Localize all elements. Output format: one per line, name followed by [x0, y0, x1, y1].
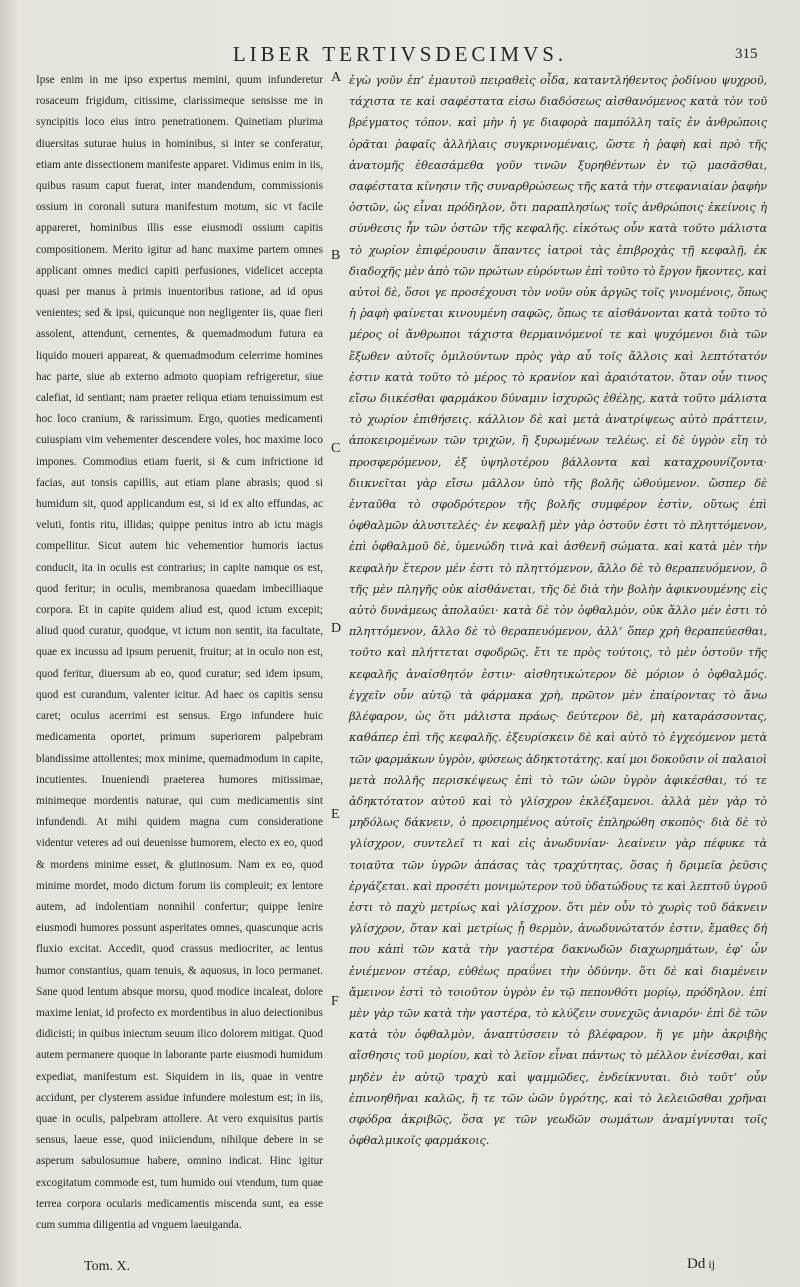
margin-letter-b: B — [331, 248, 341, 263]
greek-column — [349, 70, 767, 1151]
signature-number: ij — [708, 1257, 716, 1271]
greek-text: ἐγὼ γοῦν ἐπ’ ἐμαυτοῦ πειραθεὶς οἶδα, καταντλήθεντος ῥοδίνου ψυχροῦ, τάχιστα τε καὶ σαφέστατα εἰσω διαδόσεως αἰσθανόμενος κατὰ τὸν τοῦ βρέγματος τόπον. καὶ μὴν ἡ γε διαφορὰ παμπόλλη ταῖς ἐν ἀνθρώποις ὁρᾶται ῥαφαῖς ἀλλήλαις συγκρινομέναις, ὥστε ἡ ῥαφὴ καὶ πρὸ τῆς ἀνατομῆς ἐθεασάμεθα γοῦν τινῶν ξυρηθέντων ἐν τῷ μασᾶσθαι, σαφέστατα κίνησιν τῆς συναρθρώσεως τῆς κατὰ τὴν στεφανιαίαν ῥαφὴν ὀστῶν, ὡς εἶναι πρόδηλον, ὅτι παραπλησίως τοῖς ἀνθρώποις ἐκείνοις ἡ σύνθεσις ἦν τῶν ὀστῶν τῆς κεφαλῆς. εἰκότως οὖν κατὰ τοῦτο μάλιστα τὸ χωρίον ἐπιφέρουσιν ἅπαντες ἰατροὶ τὰς ἐπιβροχὰς τῇ κεφαλῇ, ἐκ διαδοχῆς μὲν ἀπὸ τῶν πρώτων εὑρόντων ἐπὶ τοῦτο τὸ ἔργον ἥκοντες, καὶ αὐτοὶ δὲ, ὅσοι γε προσέχουσι τὸν νοῦν οὐκ ἀργῶς τοῖς γινομένοις, ὅπως ἡ ῥαφὴ φαίνεται κινουμένη σαφῶς, ὅπως τε αἰσθάνονται κατὰ τοῦτο τὸ μέρος οἱ ἄνθρωποι τάχιστα θερμαινόμενοί τε καὶ ψυχόμενοι διὰ τῶν ἔξωθεν αὐτοῖς ὁμιλούντων πρὸς γὰρ αὖ τοῖς ἄλλοις καὶ λεπτότατόν ἐστιν κατὰ τοῦτο τὸ μέρος τὸ κρανίον καὶ ἀραιότατον. ὅταν οὖν τινος εἴσω διικέσθαι φαρμάκου δύναμιν ἰσχυρῶς ἐθέλῃς, κατὰ τοῦτο μάλιστα τὸ χωρίον ἐπιθήσεις. κάλλιον δὲ καὶ μετὰ ἀνατρίψεως αὐτὸ πράττειν, ἀποκειρομένων τῶν τριχῶν, ἢ ξυρωμένων τελέως. εἰ δὲ ὑγρὸν εἴη τὸ προσφερόμενον, ἐξ ὑψηλοτέρου βάλλοντα καὶ καταχρουνίζοντα· διικνεῖται γὰρ εἴσω μᾶλλον ὑπὸ τῆς βολῆς ὠθούμενον. ὥσπερ δὲ ἐνταῦθα τὸ σφοδρότερον τῆς βολῆς συμφέρον ἐστὶν, οὕτως ἐπὶ ὀφθαλμῶν ἀλυσιτελές· ἐν κεφαλῇ μὲν γὰρ ὀστοῦν ἐστι τὸ πληττόμενον, ἐπὶ ὀφθαλμοῦ δὲ, ὑμενώδη τινὰ καὶ ἀσθενῆ σώματα. καὶ κατὰ μὲν τὴν κεφαλὴν ἕτερον μέν ἐστι τὸ πληττόμενον, ἄλλο δὲ τὸ θεραπευόμενον, ὃ τῆς μὲν πληγῆς οὐκ αἰσθάνεται, τῆς δὲ διὰ τὴν βολὴν ἀφικνουμένης εἰς αὐτὸ δυνάμεως ἀπολαύει· κατὰ δὲ τὸν ὀφθαλμὸν, οὐκ ἄλλο μέν ἐστι τὸ πληττόμενον, ἄλλο δὲ τὸ θεραπευόμενον, ἀλλ’ ὅπερ χρὴ θεραπεύεσθαι, τοῦτο καὶ πλήττεται σφοδρῶς. ἔτι τε πρὸς τούτοις, τὸ μὲν ὀστοῦν τῆς κεφαλῆς ἀναίσθητόν ἐστιν· αἰσθητικώτερον δὲ μόριον ὁ ὀφθαλμός. ἐγχεῖν οὖν αὐτῷ τὰ φάρμακα χρὴ, πρῶτον μὲν ἐπαίροντας τὸ ἄνω βλέφαρον, ὡς ὅτι μάλιστα πράως· δεύτερον δὲ, μὴ καταράσσοντας, καθάπερ ἐπὶ τῆς κεφαλῆς. ἐξευρίσκειν δὲ καὶ αὐτὸ τὸ ἐγχεόμενον μετὰ τῶν φαρμάκων ὑγρὸν, φύσεως ἀδηκτοτάτης. καί μοι δοκοῦσιν οἱ παλαιοὶ μετὰ πολλῆς περισκέψεως ἐπὶ τὸ τῶν ὠῶν ὑγρὸν ἀφικέσθαι, τό τε ἀδηκτότατον αὐτοῦ καὶ τὸ γλίσχρον ἐκλέξαμενοι. ἀλλὰ μὲν γὰρ τὸ μηδόλως δάκνειν, ὁ προειρημένος αὐτοῖς ἐπληρώθη σκοπὸς· διὰ δὲ τὸ γλίσχρον, συντελεῖ τι καὶ εἰς ἀνωδυνίαν· λεαίνειν γὰρ πέφυκε τὰ τοιαῦτα τῶν ὑγρῶν ἁπάσας τὰς τραχύτητας, ὅσας ἡ δριμεῖα ῥεῦσις ἐργάζεται. καὶ προσέτι μονιμώτερον τοῦ ὑδατώδους τε καὶ λεπτοῦ ὑγροῦ ἐστι τὸ παχὺ μετρίως καὶ γλίσχρον. ὅτι μὲν οὖν τὸ χωρὶς τοῦ δάκνειν γλίσχρον, ὅταν καὶ μετρίως ᾖ θερμὸν, ἀνωδυνώτατόν ἐστιν, ἔμαθες δή που κἀπὶ τῶν κατὰ τὴν γαστέρα δακνωδῶν διαχωρημάτων, ἐφ’ ὧν ἐνιέμενον στέαρ, εὐθέως πραΰνει τὴν ὀδύνην. ὅτι δὲ καὶ διαμένειν ἄμεινον ἐστὶ τὸ τοιοῦτον ὑγρὸν ἐν τῷ πεπονθότι μορίῳ, πρόδηλον. ἐπί μὲν γὰρ τῶν κατὰ τὴν γαστέρα, τὸ κλύζειν συνεχῶς ἀνιαρόν· ἐπὶ δὲ τῶν κατὰ τὸν ὀφθαλμὸν, ἀναπτύσσειν τὸ βλέφαρον. ἥ γε μὴν ἀκριβὴς αἴσθησις τοῦ μορίου, καὶ τὸ λεῖον εἶναι πάντως τὸ μέλλον ἐνίεσθαι, καὶ μηδὲν ἐν αὑτῷ τραχὺ καὶ ψαμμῶδες, ἐνδείκνυται. διὸ τοῦτ’ οὖν ἐπινοηθῆναι καλῶς, ἥ τε τῶν ὠῶν ὑγρότης, καὶ τὸ λελειῶσθαι χρῆναι σφόδρα ἀκριβῶς, ὅσα γε τῶν γεωδῶν σωμάτων ἀναμίγνυται τοῖς ὀφθαλμικοῖς φαρμάκοις. — [349, 73, 767, 1148]
latin-text: Ipse enim in me ipso expertus memini, quum infunderetur rosaceum frigidum, citissime, clarissimeque sensisse me in syncipitis loco eius intro penetrationem. Quinetiam plurima diuersitas suturae huius in hominibus, si inter se conferatur, etiam ante dissectionem manifeste apparet. Vidimus enim in iis, quibus rasum caput fuerat, inter mandendum, commissionis ossium in coronali sutura manifestum motum, sic vt facile appareret, hominibus illis esse eiusmodi ossium capitis compositionem. Merito igitur ad hanc maxime partem omnes applicant omnes medici capiti perfusiones, videlicet accepta quasi per manus à primis inuentoribus ratione, ad id opus venientes; sed & ipsi, quicunque non negligenter iis, quae fieri assolent, attendunt, cernentes, & quemadmodum futura ea liquido moueri appareat, & quemadmodum celerrime homines hac parte, siue ab externo admoto quopiam refrigeretur, siue calefiat, id sentiant; nam praeter reliqua etiam tenuissimum est hoc loco cranium, & rarissimum. Ergo, quoties medicamenti cuiuspiam vim vehementer descendere voles, hoc maxime loco impones. Commodius etiam fuerit, si & cum infrictione id facias, aut tonsis capillis, aut etiam plane abrasis; quod si humidum sit, quod applicandum est, si id ex alto effundas, ac veluti, fontis ritu, illidas; quippe penitus intro ab ictu magis compellitur. Sicut autem hic vehementior humoris iactus conducit, ita in oculis est contrarius; in capite namque os est, quod feritur; in oculis, membranosa quaedam imbecilliaque corpora. Et in capite quidem aliud est, quod ictum excepit; aliud quod curatur, quodque, vt ictum non sentit, ita facultate, quae ex incussu ad ipsum peruenit, fruitur; at in oculo non est, quod feritur, diuersum ab eo, quod curatur; sed idem ipsum, quod est curandum, valenter icitur. Ad haec os capitis sensu caret; oculus acerrimi est sensus. Ergo infundere huic medicamenta oportet, primum superiorem palpebram blandissime attollentes; mox minime, quemadmodum in capite, incutientes. Inueniendi praeterea humores mitissimae, minimeque mordentis naturae, qui cum medicamentis sint infundendi. At mihi quidem magna cum consideratione videntur veteres ad oui deuenisse humorem, electo ex eo, quod & mordens minime esset, & glutinosum. Nam ex eo, quod minime mordet, modo dictum forum iis compleuit; ex lentore autem, ad indolentiam nonnihil confertur; quippe lenire eiusmodi humores possunt asperitates omnes, quascunque acris fluxio excitat. Accedit, quod crassus mediocriter, ac lentus humor constantius, quam tenuis, & aquosus, in loco permanet. Sane quod lentum absque morsu, quod modice incaleat, dolore maxime leniat, id profecto ex mordentibus in aluo deiectionibus didicisti; in quibus iniectum seuum ilico dolorem mitigat. Quod autem permanere quoque in laborante parte eiusmodi humidum expediat, manifestum est. Siquidem in iis, quae in ventre accidunt, per clysterem assidue infundere molestum est; in iis, quae in oculis, palpebram attollere. At vero exquisitus partis sensus, laeue esse, quod iniiciendum, nihilque debere in se asperum sabulosumue habere, omnino indicat. Hinc igitur excogitatum commode est, tum humido oui vtendum, tum quae terrea corpora ocularis medicamentis miscenda sunt, ea esse cum summa diligentia ad vnguem laeuiganda. — [36, 74, 323, 1231]
running-title: LIBER TERTIVSDECIMVS. — [232, 42, 568, 66]
margin-letter-f: F — [331, 994, 339, 1009]
margin-letter-c: C — [331, 441, 341, 456]
latin-column — [36, 70, 323, 1236]
margin-letter-e: E — [331, 807, 340, 822]
margin-letter-a: A — [331, 70, 342, 85]
page-number: 315 — [735, 46, 758, 62]
volume-mark: Tom. X. — [84, 1259, 131, 1274]
signature-letters: Dd — [687, 1256, 706, 1272]
signature-mark — [687, 1256, 715, 1273]
margin-letter-d: D — [331, 621, 342, 636]
